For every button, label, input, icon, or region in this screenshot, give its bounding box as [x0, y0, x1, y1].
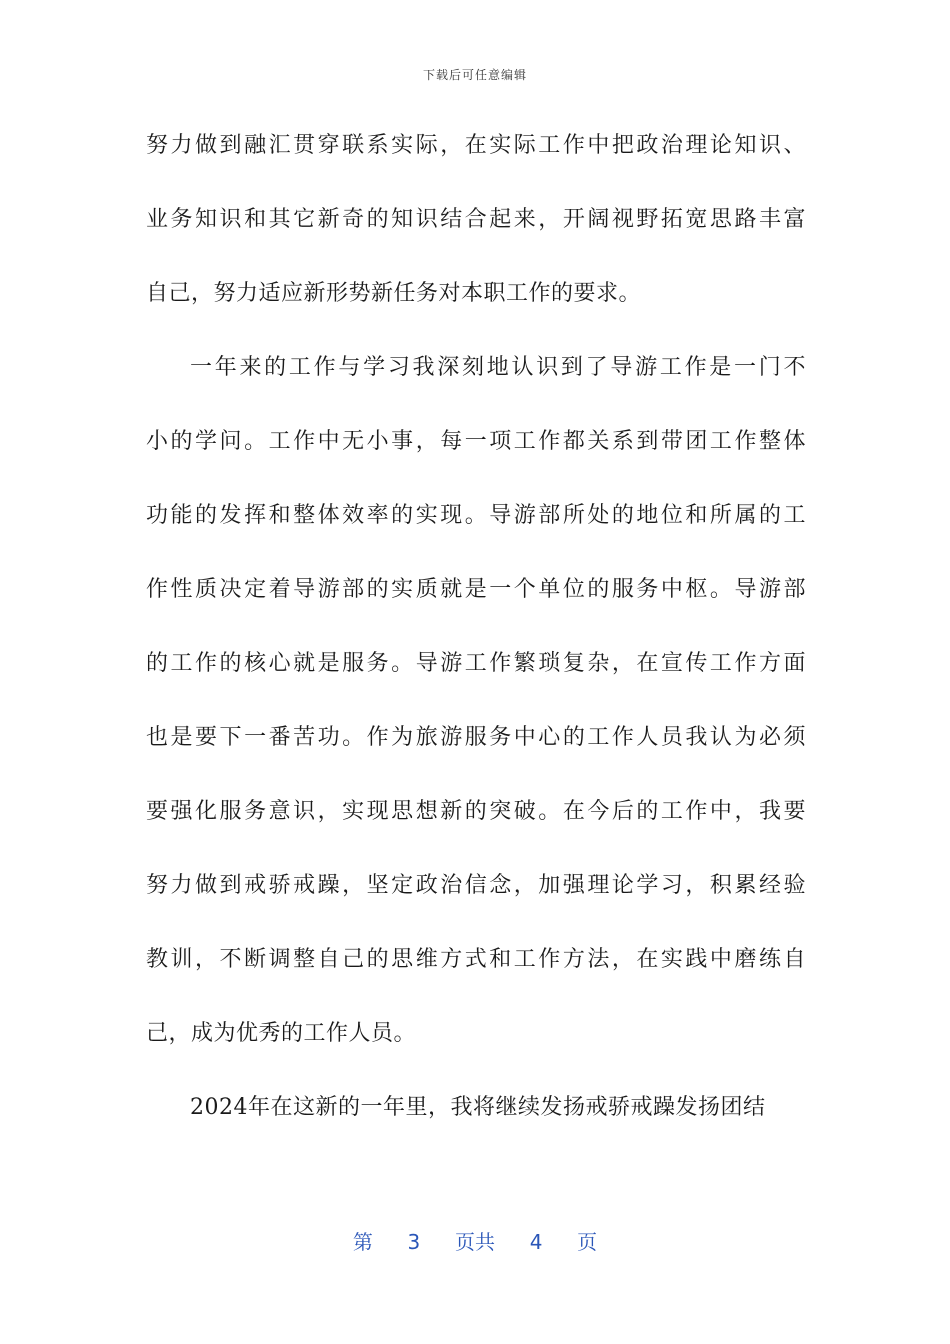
document-body: [146, 126, 806, 1162]
text-line: 作性质决定着导游部的实质就是一个单位的服务中枢。导游部: [146, 577, 806, 602]
text-line: 己，成为优秀的工作人员。: [146, 1021, 417, 1046]
text-line: 要强化服务意识，实现思想新的突破。在今后的工作中，我要: [146, 799, 806, 824]
page-header-note: 下载后可任意编辑: [422, 68, 527, 82]
footer-mid: 页共: [455, 1230, 495, 1254]
text-line: 教训，不断调整自己的思维方式和工作方法，在实践中磨练自: [146, 947, 806, 972]
text-line: 的工作的核心就是服务。导游工作繁琐复杂，在宣传工作方面: [146, 651, 806, 676]
text-line: 努力做到融汇贯穿联系实际，在实际工作中把政治理论知识、: [146, 133, 806, 158]
footer-current-page: 3: [407, 1230, 421, 1254]
text-line: 2024年在这新的一年里，我将继续发扬戒骄戒躁发扬团结: [190, 1095, 766, 1120]
text-line: 一年来的工作与学习我深刻地认识到了导游工作是一门不: [190, 355, 806, 380]
text-line: 业务知识和其它新奇的知识结合起来，开阔视野拓宽思路丰富: [146, 207, 806, 232]
footer-total-pages: 4: [529, 1230, 543, 1254]
text-line: 功能的发挥和整体效率的实现。导游部所处的地位和所属的工: [146, 503, 806, 528]
footer-prefix: 第: [352, 1230, 373, 1254]
page-footer: [0, 1226, 950, 1255]
footer-suffix: 页: [577, 1230, 598, 1254]
text-line: 也是要下一番苦功。作为旅游服务中心的工作人员我认为必须: [146, 725, 806, 750]
text-line: 努力做到戒骄戒躁，坚定政治信念，加强理论学习，积累经验: [146, 873, 806, 898]
text-line: 小的学问。工作中无小事，每一项工作都关系到带团工作整体: [146, 429, 806, 454]
text-line: 自己，努力适应新形势新任务对本职工作的要求。: [146, 281, 642, 306]
